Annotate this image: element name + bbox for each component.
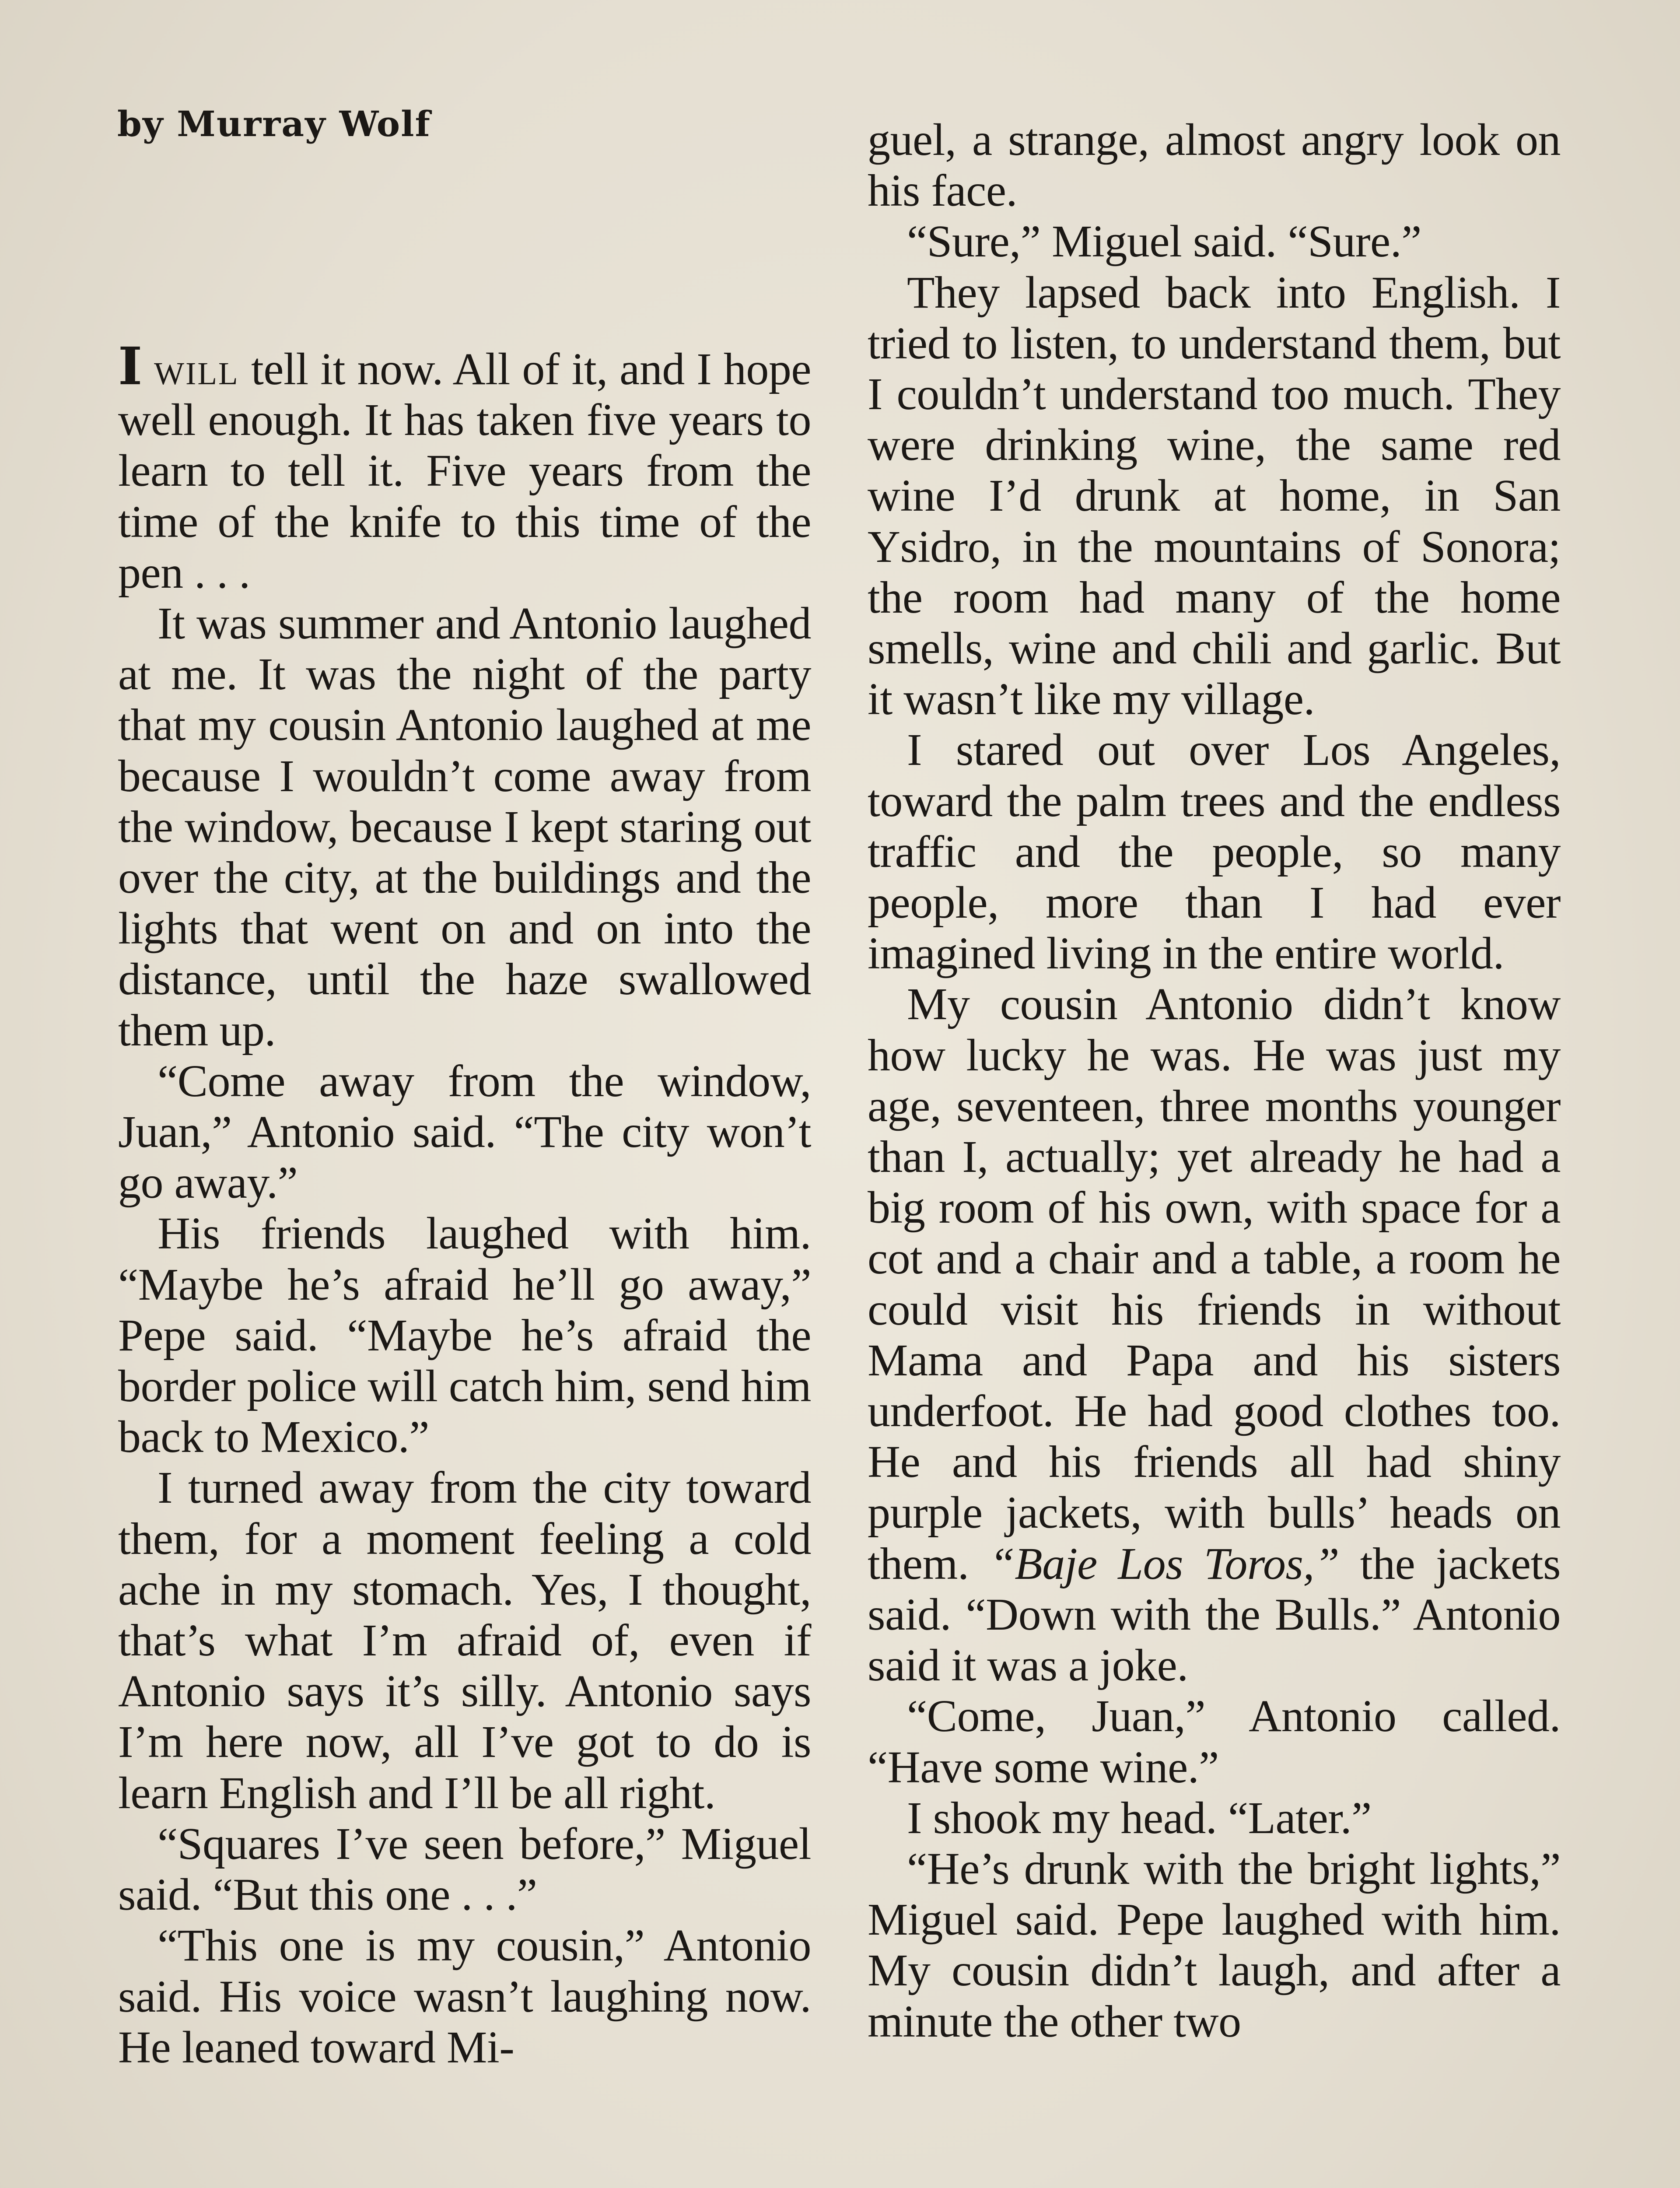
paragraph: “Squares I’ve seen before,” Miguel said. “But this one . . .” (118, 1818, 811, 1920)
paragraph: His friends laughed with him. “Maybe he’s afraid he’ll go away,” Pepe said. “Maybe he’s afraid the border police will catch him, send him back to Mexico.” (118, 1208, 811, 1462)
jackets-text-before: My cousin Antonio didn’t know how lucky he was. He was just my age, seventeen, three months younger than I, actually; yet already he had a big room of his own, with space for a cot and a chair and a table, a room he could visit his friends in without Mama and Papa and his sisters underfoot. He had good clothes too. He and his friends all had shiny purple jackets, with bulls’ heads on them. (868, 979, 1561, 1589)
paragraph: “This one is my cousin,” Antonio said. His voice wasn’t laughing now. He leaned toward Mi- (118, 1920, 811, 2072)
lead-text: tell it now. All of it, and I hope well enough. It has taken five years to learn to tell it. Five years from the time of the knife to this time of the pen . . . (118, 344, 811, 598)
jackets-text-after: the jackets said. “Down with the Bulls.” Antonio said it was a joke. (868, 1538, 1561, 1691)
paragraph: “Come away from the window, Juan,” Antonio said. “The city won’t go away.” (118, 1055, 811, 1208)
paragraph: “Sure,” Miguel said. “Sure.” (907, 216, 1421, 267)
paragraph: “He’s drunk with the bright lights,” Miguel said. Pepe laughed with him. My cousin didn’t laugh, and after a minute the other two (868, 1843, 1561, 2047)
lead-small-caps: will (154, 344, 239, 394)
paragraph: “Come, Juan,” Antonio called. “Have some wine.” (868, 1691, 1561, 1792)
right-column (868, 115, 1561, 2047)
jackets-slogan: “Baje Los Toros,” (989, 1538, 1340, 1589)
opening-paragraph (118, 336, 811, 598)
byline: by Murray Wolf (117, 103, 431, 144)
paragraph: They lapsed back into English. I tried to listen, to understand them, but I couldn’t understand too much. They were drinking wine, the same red wine I’d drunk at home, in San Ysidro, in the mountains of Sonora; the room had many of the home smells, wine and chili and garlic. But it wasn’t like my village. (868, 267, 1561, 725)
jackets-paragraph (868, 979, 1561, 1691)
left-column (118, 336, 811, 2073)
paragraph: I stared out over Los Angeles, toward the palm trees and the endless traffic and the people, so many people, more than I had ever imagined living in the entire world. (868, 725, 1561, 979)
paragraph: It was summer and Antonio laughed at me. It was the night of the party that my cousin Antonio laughed at me because I wouldn’t come away from the window, because I kept staring out over the city, at the buildings and the lights that went on and on into the distance, until the haze swallowed them up. (118, 598, 811, 1055)
paragraph: I turned away from the city toward them, for a moment feeling a cold ache in my stomach. Yes, I thought, that’s what I’m afraid of, even if Antonio says it’s silly. Antonio says I’m here now, all I’ve got to do is learn English and I’ll be all right. (118, 1462, 811, 1818)
continued-paragraph: guel, a strange, almost angry look on his face. (868, 115, 1561, 216)
paragraph: I shook my head. “Later.” (907, 1792, 1372, 1843)
drop-cap: I (118, 336, 142, 396)
